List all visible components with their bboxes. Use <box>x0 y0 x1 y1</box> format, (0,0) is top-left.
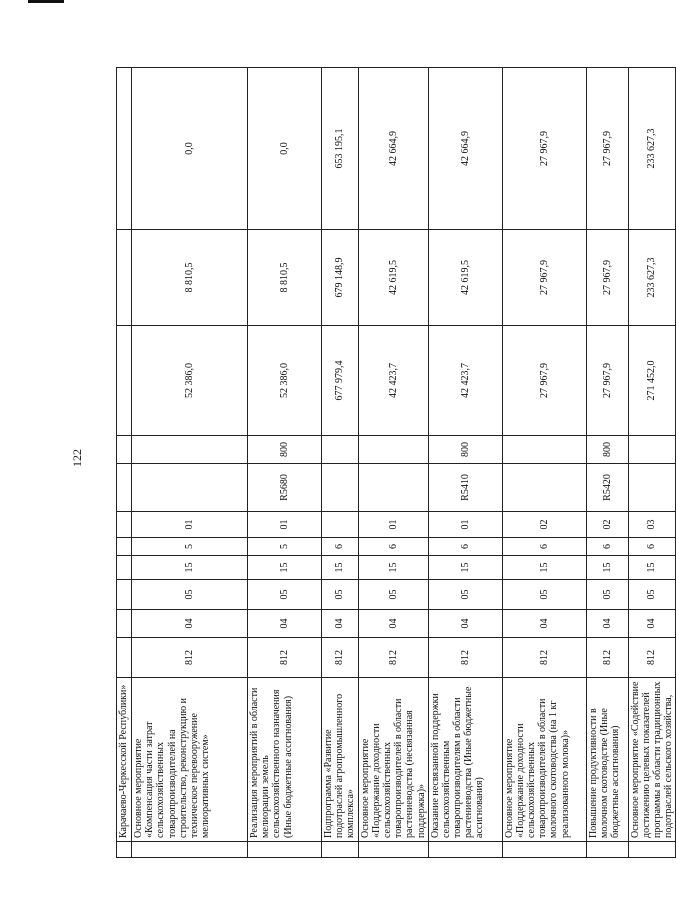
subprogram-code-cell: 6 <box>358 538 428 556</box>
amount-2-cell: 42 619,5 <box>358 230 428 326</box>
region-label: Карачаево-Черкесской Республики» <box>117 678 132 842</box>
grbs-cell: 812 <box>358 638 428 678</box>
row-description: Основное мероприятие «Компенсация части затрат сельскохозяйственных товаропроизводителей на строительство, реконструкцию и техническое перевооружение мелиоративных систем» <box>132 678 248 842</box>
event-code-cell: 03 <box>628 512 676 538</box>
amount-1-cell: 52 386,0 <box>132 326 248 436</box>
amount-1-cell: 42 423,7 <box>428 326 502 436</box>
grbs-cell: 812 <box>248 638 322 678</box>
table-row <box>428 68 502 858</box>
pr-cell: 05 <box>358 580 428 610</box>
budget-table <box>116 67 676 858</box>
subprogram-code-cell: 6 <box>586 538 628 556</box>
amount-2-cell: 8 810,5 <box>132 230 248 326</box>
expense-type-cell <box>628 436 676 464</box>
pr-cell: 05 <box>428 580 502 610</box>
program-code-cell: 15 <box>502 556 586 580</box>
amount-1-cell: 52 386,0 <box>248 326 322 436</box>
pr-cell: 05 <box>586 580 628 610</box>
table-row <box>322 68 359 858</box>
program-code-cell: 15 <box>586 556 628 580</box>
pr-cell: 05 <box>248 580 322 610</box>
rz-cell: 04 <box>248 610 322 638</box>
amount-2-cell: 27 967,9 <box>502 230 586 326</box>
row-description: Оказание несвязанной поддержки сельскохозяйственным товаропроизводителям в области растениеводства (Иные бюджетные ассигнования) <box>428 678 502 842</box>
amount-2-cell: 42 619,5 <box>428 230 502 326</box>
amount-3-cell: 27 967,9 <box>586 68 628 230</box>
row-description: Подпрограмма «Развитие подотраслей агропромышленного комплекса» <box>322 678 359 842</box>
pr-cell: 05 <box>322 580 359 610</box>
grbs-cell: 812 <box>132 638 248 678</box>
event-code-cell <box>322 512 359 538</box>
amount-3-cell: 42 664,9 <box>428 68 502 230</box>
expense-type-cell <box>358 436 428 464</box>
direction-code-cell <box>322 464 359 512</box>
amount-2-cell: 27 967,9 <box>586 230 628 326</box>
row-description: Основное мероприятие «Содействие достижению целевых показателей программы в области традиционных подотраслей сельского хозяйства, <box>628 678 676 842</box>
program-code-cell: 15 <box>248 556 322 580</box>
amount-3-cell: 27 967,9 <box>502 68 586 230</box>
amount-3-cell: 0,0 <box>132 68 248 230</box>
table-row <box>628 68 676 858</box>
expense-type-cell <box>132 436 248 464</box>
row-index-cell <box>586 842 628 858</box>
grbs-cell: 812 <box>628 638 676 678</box>
event-code-cell: 01 <box>358 512 428 538</box>
table-row <box>132 68 248 858</box>
event-code-cell: 01 <box>428 512 502 538</box>
top-margin-line <box>28 0 64 3</box>
row-description: Основное мероприятие «Поддержание доходности сельскохозяйственных товаропроизводителей в области молочного скотоводства (на 1 кг реализованного молока)» <box>502 678 586 842</box>
row-description: Реализация мероприятий в области мелиорации земель сельскохозяйственного назначения (Иные бюджетные ассигнования) <box>248 678 322 842</box>
event-code-cell: 01 <box>248 512 322 538</box>
grbs-cell: 812 <box>502 638 586 678</box>
row-index-cell <box>628 842 676 858</box>
rz-cell: 04 <box>586 610 628 638</box>
table-row <box>502 68 586 858</box>
amount-3-cell: 42 664,9 <box>358 68 428 230</box>
amount-2-cell: 8 810,5 <box>248 230 322 326</box>
table-row <box>586 68 628 858</box>
row-description: Повышение продуктивности в молочном скотоводстве (Иные бюджетные ассигнования) <box>586 678 628 842</box>
event-code-cell: 02 <box>502 512 586 538</box>
direction-code-cell <box>502 464 586 512</box>
program-code-cell: 15 <box>132 556 248 580</box>
amount-1-cell: 42 423,7 <box>358 326 428 436</box>
rz-cell: 04 <box>132 610 248 638</box>
rotated-page <box>116 68 675 858</box>
program-code-cell: 15 <box>628 556 676 580</box>
amount-3-cell: 0,0 <box>248 68 322 230</box>
row-description: Основное мероприятие «Поддержание доходности сельскохозяйственных товаропроизводителей в области растениеводства (несвязанная поддержка)» <box>358 678 428 842</box>
expense-type-cell: 800 <box>586 436 628 464</box>
amount-3-cell: 653 195,1 <box>322 68 359 230</box>
direction-code-cell <box>132 464 248 512</box>
expense-type-cell: 800 <box>428 436 502 464</box>
subprogram-code-cell: 6 <box>628 538 676 556</box>
amount-3-cell: 233 627,3 <box>628 68 676 230</box>
budget-table-sheet <box>116 68 675 858</box>
rz-cell: 04 <box>502 610 586 638</box>
direction-code-cell: R5410 <box>428 464 502 512</box>
row-index-cell <box>322 842 359 858</box>
subprogram-code-cell: 6 <box>322 538 359 556</box>
region-row <box>117 68 132 858</box>
pr-cell: 05 <box>628 580 676 610</box>
row-index-cell <box>117 842 132 858</box>
subprogram-code-cell: 5 <box>132 538 248 556</box>
rz-cell: 04 <box>322 610 359 638</box>
direction-code-cell: R5420 <box>586 464 628 512</box>
table-row <box>248 68 322 858</box>
program-code-cell: 15 <box>358 556 428 580</box>
row-index-cell <box>358 842 428 858</box>
event-code-cell: 02 <box>586 512 628 538</box>
subprogram-code-cell: 6 <box>502 538 586 556</box>
expense-type-cell <box>502 436 586 464</box>
grbs-cell: 812 <box>586 638 628 678</box>
row-index-cell <box>428 842 502 858</box>
expense-type-cell <box>322 436 359 464</box>
row-index-cell <box>132 842 248 858</box>
pr-cell: 05 <box>132 580 248 610</box>
rz-cell: 04 <box>358 610 428 638</box>
direction-code-cell <box>358 464 428 512</box>
grbs-cell: 812 <box>428 638 502 678</box>
amount-2-cell: 679 148,9 <box>322 230 359 326</box>
amount-1-cell: 27 967,9 <box>586 326 628 436</box>
grbs-cell: 812 <box>322 638 359 678</box>
direction-code-cell <box>628 464 676 512</box>
event-code-cell: 01 <box>132 512 248 538</box>
table-row <box>358 68 428 858</box>
subprogram-code-cell: 6 <box>428 538 502 556</box>
amount-1-cell: 677 979,4 <box>322 326 359 436</box>
pr-cell: 05 <box>502 580 586 610</box>
direction-code-cell: R5680 <box>248 464 322 512</box>
rz-cell: 04 <box>428 610 502 638</box>
row-index-cell <box>502 842 586 858</box>
program-code-cell: 15 <box>428 556 502 580</box>
page-number: 122 <box>70 449 84 467</box>
amount-2-cell: 233 627,3 <box>628 230 676 326</box>
amount-1-cell: 27 967,9 <box>502 326 586 436</box>
rz-cell: 04 <box>628 610 676 638</box>
program-code-cell: 15 <box>322 556 359 580</box>
subprogram-code-cell: 5 <box>248 538 322 556</box>
row-index-cell <box>248 842 322 858</box>
amount-1-cell: 271 452,0 <box>628 326 676 436</box>
expense-type-cell: 800 <box>248 436 322 464</box>
